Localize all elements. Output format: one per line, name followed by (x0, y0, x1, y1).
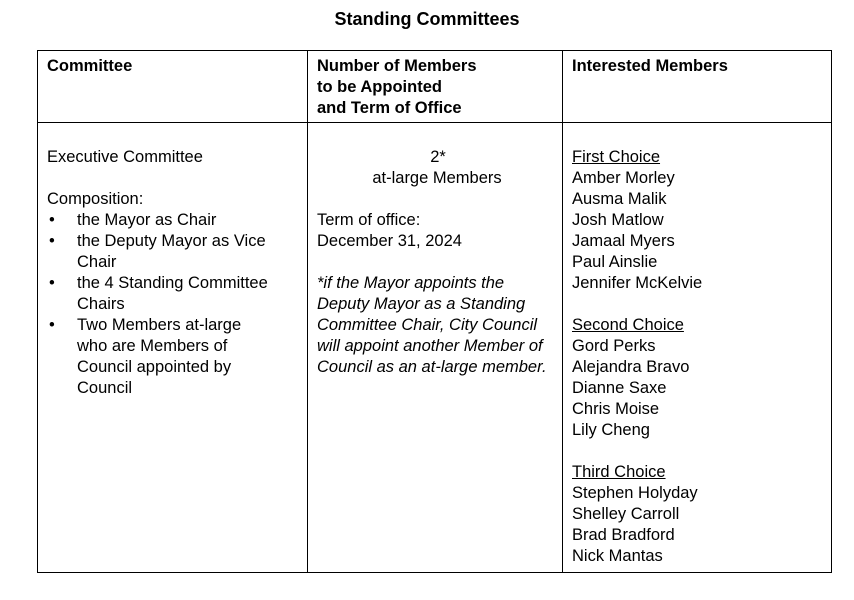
header-number-of-members (317, 56, 557, 119)
appointment-cell (317, 147, 557, 378)
third-choice-list (572, 483, 822, 567)
first-choice-label: First Choice (572, 148, 661, 166)
bullet-icon: • (49, 211, 55, 229)
member-count-label: at-large Members (372, 169, 502, 187)
member-name: Jennifer McKelvie (572, 274, 703, 292)
member-name: Gord Perks (572, 337, 656, 355)
list-item: • the Mayor as Chair (49, 211, 217, 229)
member-name: Nick Mantas (572, 547, 663, 565)
first-choice-list (572, 168, 822, 294)
header-interested-members: Interested Members (572, 57, 728, 75)
member-count: 2* (430, 148, 446, 166)
term-value: December 31, 2024 (317, 232, 462, 250)
member-name: Brad Bradford (572, 526, 675, 544)
term-label: Term of office: (317, 211, 421, 229)
member-name: Stephen Holyday (572, 484, 698, 502)
header-line: to be Appointed (317, 78, 442, 96)
footnote: *if the Mayor appoints the Deputy Mayor as a Standing Committee Chair, City Council will appoint another Member of Council as an at-large member. (317, 274, 547, 376)
list-item: • Two Members at-large who are Members of Council appointed by Council (49, 316, 242, 397)
member-name: Lily Cheng (572, 421, 650, 439)
list-item: • the 4 Standing Committee Chairs (49, 274, 268, 313)
bullet-icon: • (49, 316, 55, 334)
header-committee: Committee (47, 57, 133, 75)
committees-table (37, 50, 832, 573)
member-name: Amber Morley (572, 169, 675, 187)
header-line: and Term of Office (317, 99, 462, 117)
bullet-icon: • (49, 232, 55, 250)
page-title: Standing Committees (334, 9, 520, 29)
member-name: Paul Ainslie (572, 253, 658, 271)
committee-name: Executive Committee (47, 148, 203, 166)
member-name: Alejandra Bravo (572, 358, 690, 376)
header-line: Number of Members (317, 57, 477, 75)
member-name: Ausma Malik (572, 190, 667, 208)
interested-cell (572, 147, 822, 567)
composition-label: Composition: (47, 190, 144, 208)
column-divider (562, 51, 563, 572)
list-item: • the Deputy Mayor as Vice Chair (49, 232, 266, 271)
member-name: Josh Matlow (572, 211, 664, 229)
header-divider (38, 122, 831, 123)
second-choice-list (572, 336, 822, 441)
second-choice-label: Second Choice (572, 316, 684, 334)
composition-list (47, 210, 302, 399)
member-name: Dianne Saxe (572, 379, 667, 397)
member-name: Chris Moise (572, 400, 660, 418)
committee-cell (47, 147, 302, 399)
third-choice-label: Third Choice (572, 463, 666, 481)
member-name: Shelley Carroll (572, 505, 680, 523)
bullet-icon: • (49, 274, 55, 292)
member-name: Jamaal Myers (572, 232, 675, 250)
